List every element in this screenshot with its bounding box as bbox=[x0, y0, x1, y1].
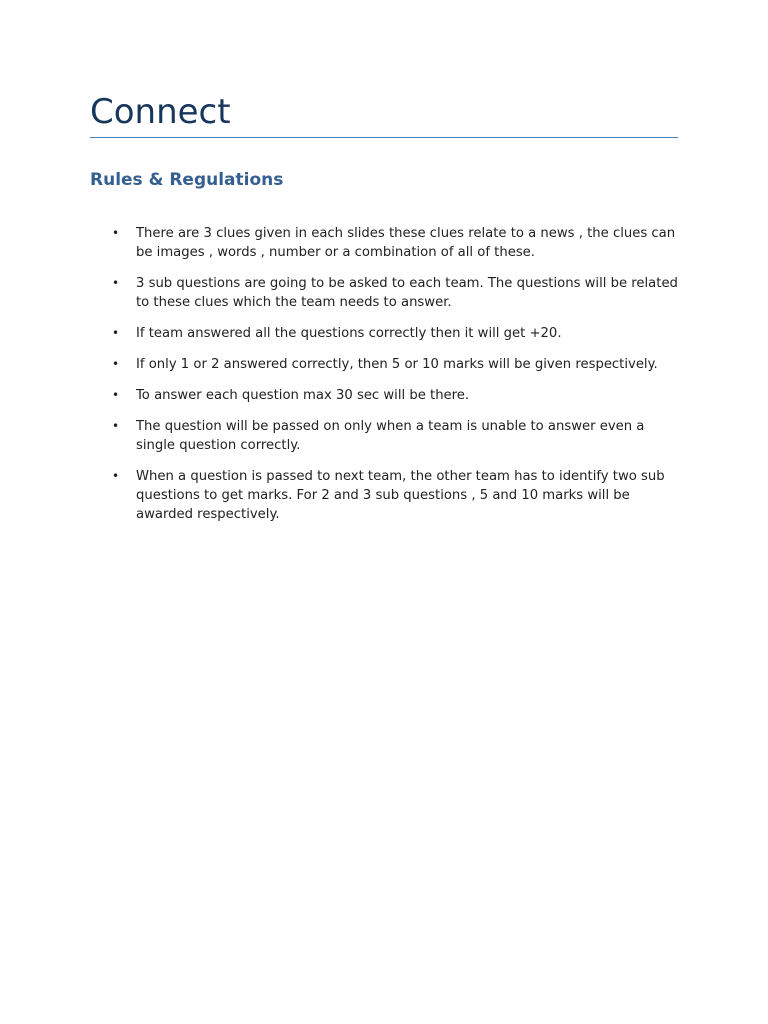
section-heading: Rules & Regulations bbox=[90, 170, 284, 190]
bullet-icon: • bbox=[112, 469, 120, 483]
rule-text: To answer each question max 30 sec will be there. bbox=[136, 388, 470, 403]
title-underline bbox=[90, 137, 678, 138]
rule-item bbox=[90, 386, 680, 405]
rule-item bbox=[90, 355, 680, 374]
bullet-icon: • bbox=[112, 357, 120, 371]
bullet-icon: • bbox=[112, 276, 120, 290]
rule-item bbox=[90, 224, 680, 262]
rule-text: The question will be passed on only when a team is unable to answer even a single question correctly. bbox=[136, 419, 645, 453]
document-title: Connect bbox=[90, 92, 231, 132]
bullet-icon: • bbox=[112, 326, 120, 340]
rule-text: If only 1 or 2 answered correctly, then 5 or 10 marks will be given respectively. bbox=[136, 357, 658, 372]
rule-text: 3 sub questions are going to be asked to each team. The questions will be related to these clues which the team needs to answer. bbox=[136, 276, 678, 310]
rule-item bbox=[90, 467, 680, 524]
rule-text: There are 3 clues given in each slides these clues relate to a news , the clues can be images , words , number or a combination of all of these. bbox=[136, 226, 676, 260]
rule-item bbox=[90, 324, 680, 343]
rule-text: When a question is passed to next team, the other team has to identify two sub questions to get marks. For 2 and 3 sub questions , 5 and 10 marks will be awarded respectively. bbox=[136, 469, 665, 522]
rule-item bbox=[90, 417, 680, 455]
bullet-icon: • bbox=[112, 388, 120, 402]
rule-text: If team answered all the questions correctly then it will get +20. bbox=[136, 326, 562, 341]
bullet-icon: • bbox=[112, 226, 120, 240]
rule-item bbox=[90, 274, 680, 312]
bullet-icon: • bbox=[112, 419, 120, 433]
rules-list bbox=[90, 224, 680, 536]
